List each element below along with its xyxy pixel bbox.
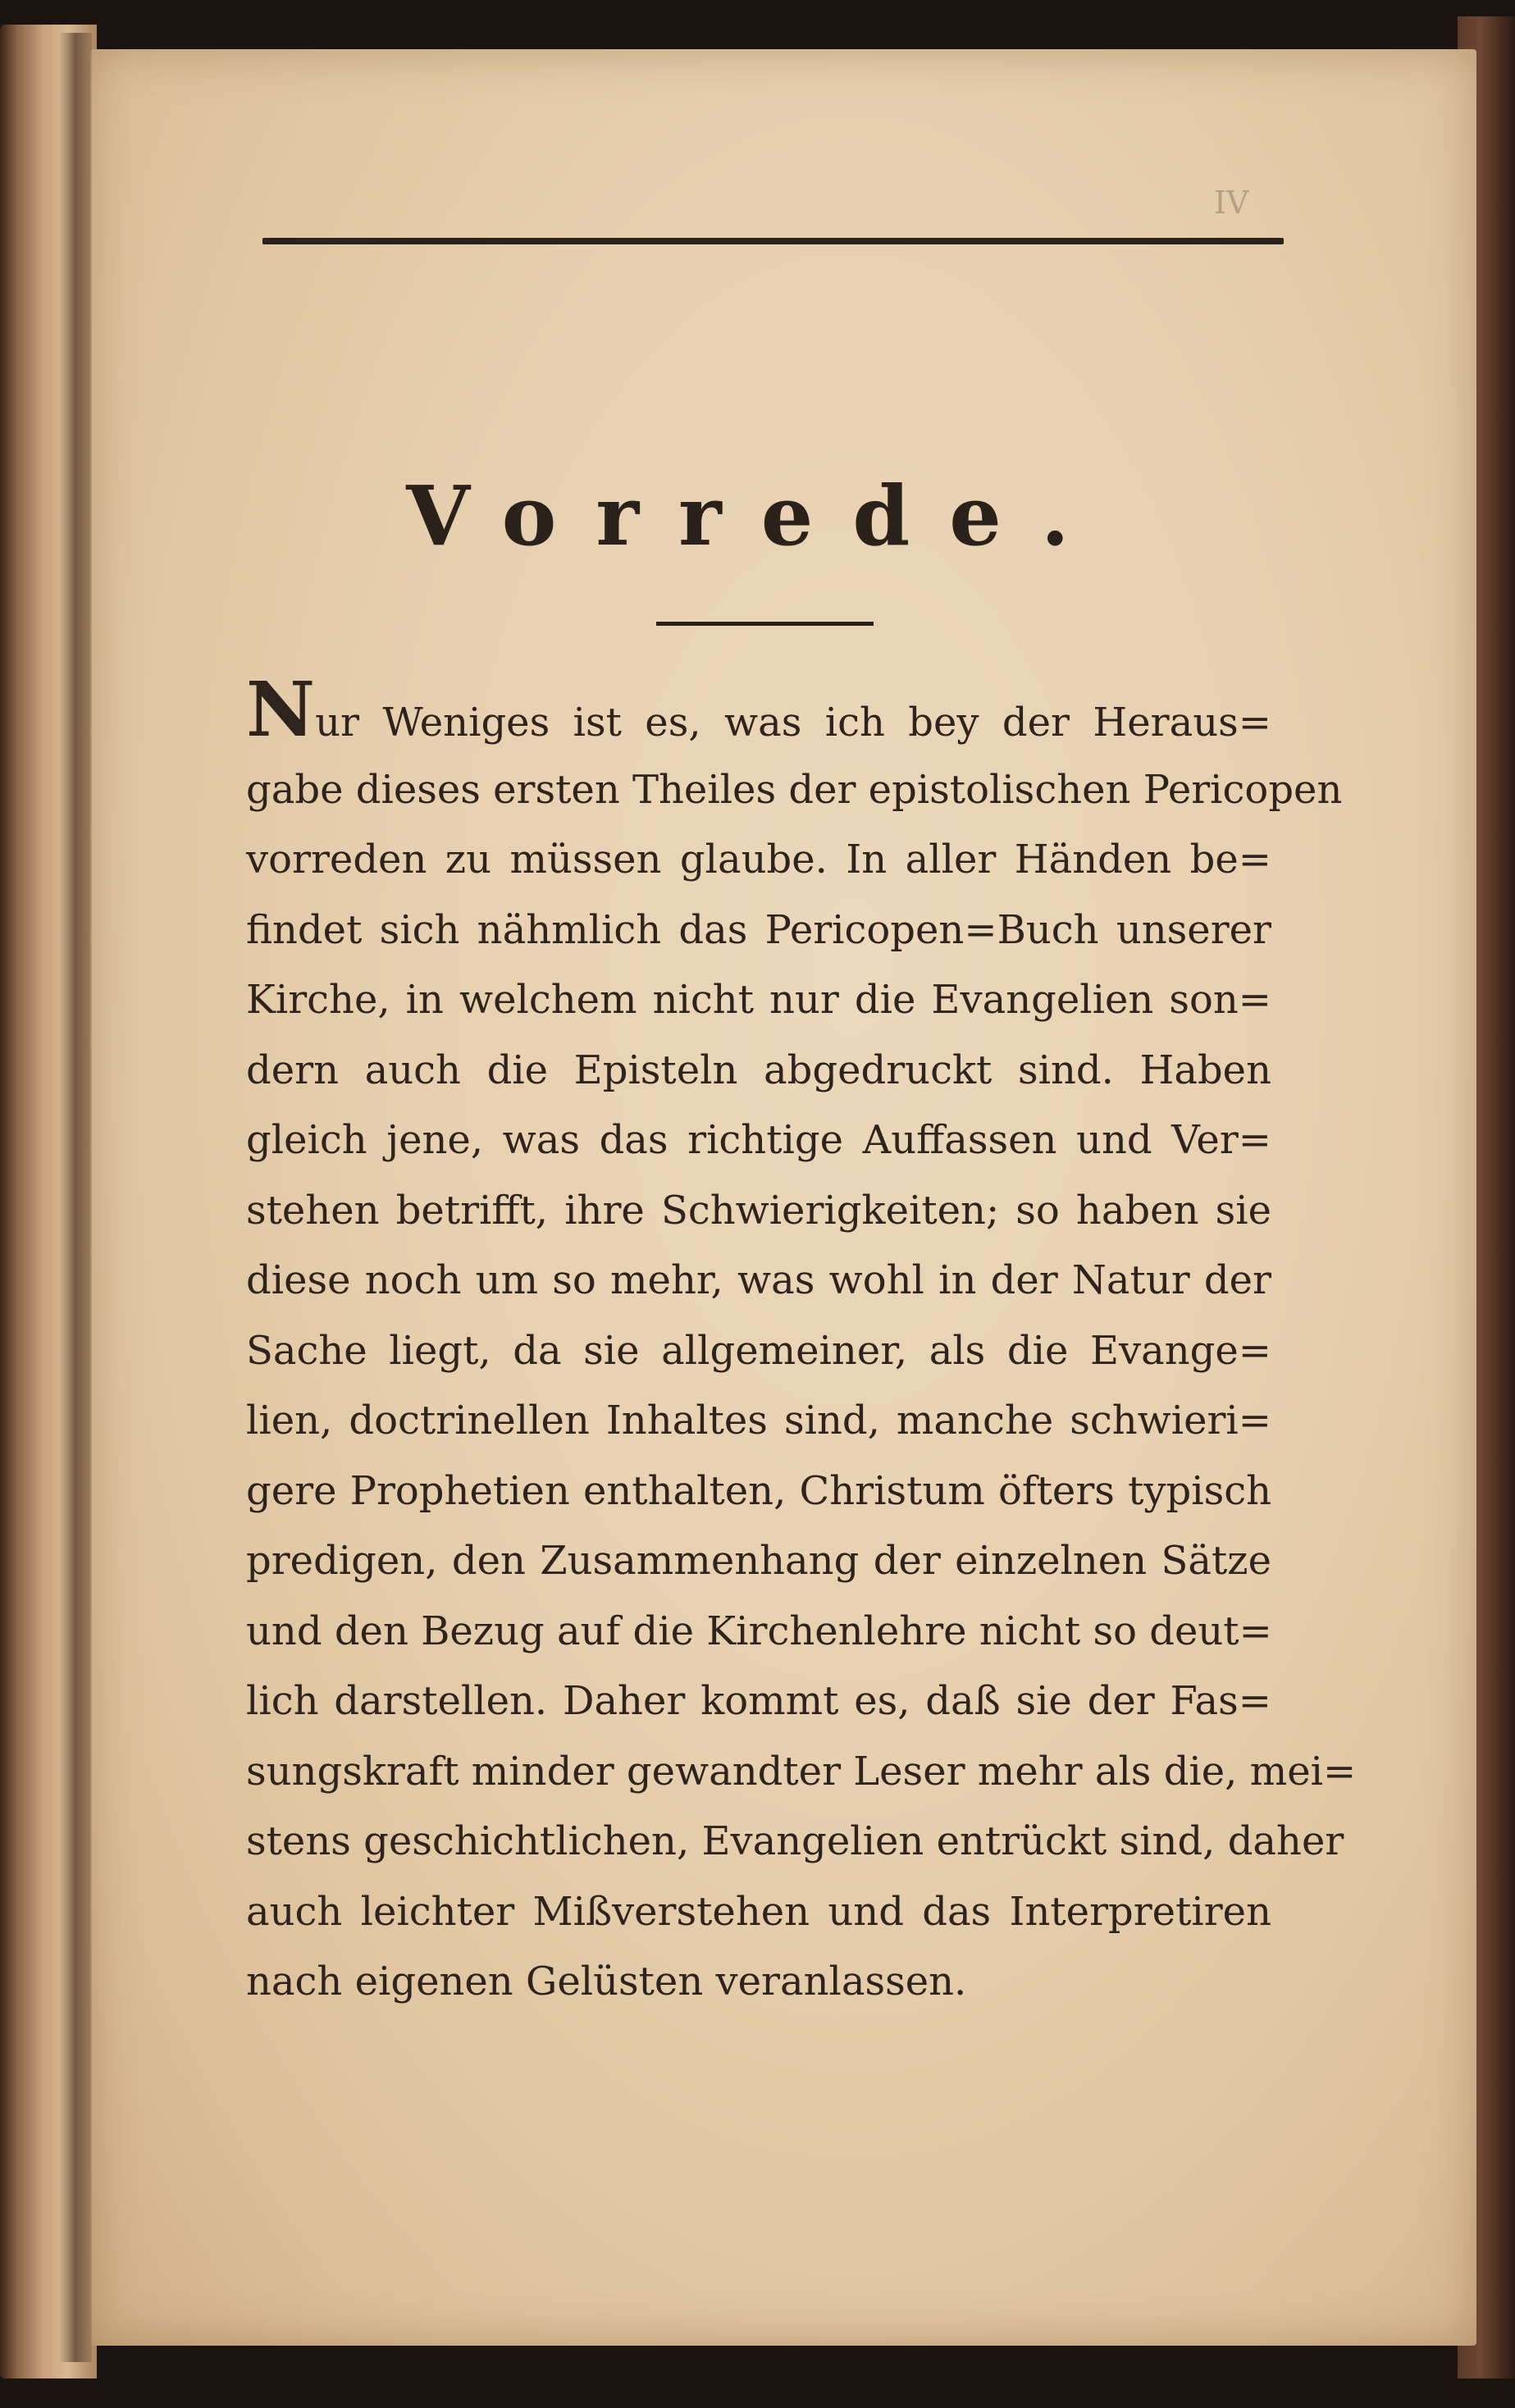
- text-line-12: gere Prophetien enthalten, Christum öfters typisch: [246, 1467, 1271, 1514]
- text-line-17: stens geschichtlichen, Evangelien entrückt sind, daher: [246, 1818, 1344, 1864]
- page-number: IV: [1214, 185, 1249, 221]
- text-line-2: gabe dieses ersten Theiles der epistolischen Pericopen: [246, 766, 1343, 813]
- text-line-19: nach eigenen Gelüsten veranlassen.: [246, 1959, 967, 2004]
- spine-shadow: [59, 33, 92, 2362]
- page-heading: Vorrede.: [406, 467, 1109, 564]
- text-line-18: auch leichter Mißverstehen und das Interpretiren: [246, 1888, 1271, 1935]
- heading-divider: [656, 622, 874, 626]
- text-line-15: lich darstellen. Daher kommt es, daß sie der Fas=: [246, 1678, 1271, 1724]
- preface-text: [246, 665, 1357, 2018]
- text-line-4: findet sich nähmlich das Pericopen=Buch unserer: [246, 906, 1271, 953]
- text-line-10: Sache liegt, da sie allgemeiner, als die Evange=: [246, 1327, 1271, 1374]
- drop-cap: N: [246, 665, 316, 754]
- text-line-16: sungskraft minder gewandter Leser mehr als die, mei=: [246, 1748, 1357, 1795]
- text-line-7: gleich jene, was das richtige Auffassen und Ver=: [246, 1117, 1271, 1163]
- text-line-6: dern auch die Episteln abgedruckt sind. Haben: [246, 1047, 1271, 1093]
- text-line-5: Kirche, in welchem nicht nur die Evangelien son=: [246, 977, 1271, 1023]
- text-line-14: und den Bezug auf die Kirchenlehre nicht so deut=: [246, 1608, 1272, 1654]
- text-line-11: lien, doctrinellen Inhaltes sind, manche schwieri=: [246, 1398, 1271, 1443]
- text-line-1: Nur Weniges ist es, was ich bey der Heraus=: [246, 665, 1271, 754]
- text-line-3: vorreden zu müssen glaube. In aller Händen be=: [246, 837, 1271, 882]
- text-line-9: diese noch um so mehr, was wohl in der Natur der: [246, 1257, 1271, 1303]
- text-line-8: stehen betrifft, ihre Schwierigkeiten; so haben sie: [246, 1187, 1271, 1234]
- text-line-13: predigen, den Zusammenhang der einzelnen Sätze: [246, 1538, 1271, 1584]
- header-rule: [262, 238, 1284, 244]
